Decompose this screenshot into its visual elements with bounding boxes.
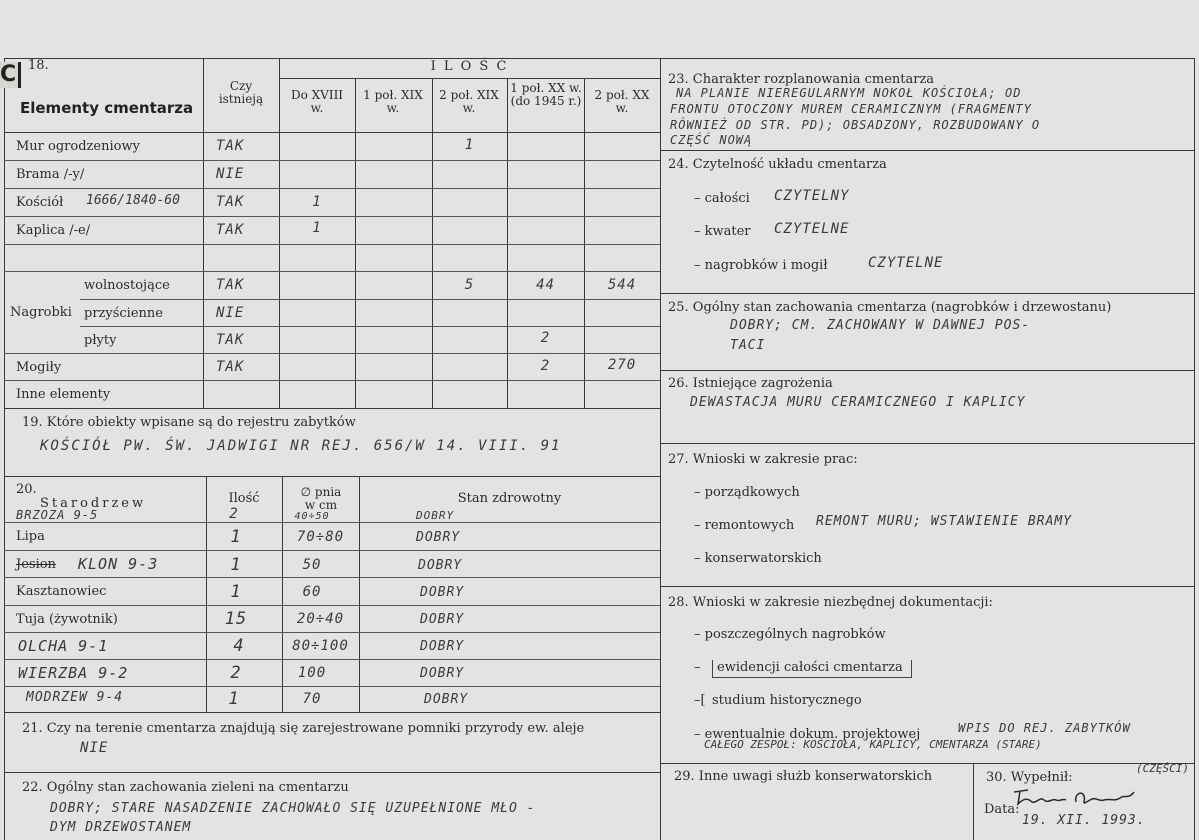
doc-dash-2: – [694, 660, 701, 675]
section-19-value: KOŚCIÓŁ PW. ŚW. JADWIGI NR REJ. 656/W 14. VIII. 91 [40, 438, 562, 454]
section-25-line1: DOBRY; CM. ZACHOWANY W DAWNEJ POS- [730, 318, 1031, 333]
col-ilosc-drzew: Ilość [228, 491, 260, 506]
section-25-line2: TACI [730, 338, 766, 353]
col-do-xviii: Do XVIII w. [290, 88, 344, 115]
section-24-label: 24. Czytelność układu cmentarza [668, 157, 887, 172]
col-1pol-xx: 1 poł. XX w. (do 1945 r.) [510, 81, 582, 108]
doc-item4-value2: CAŁEGO ZESPOŁ: KOŚCIOŁA, KAPLICY, CMENTARZA (STARE) [704, 738, 1042, 751]
section-28-label: 28. Wnioski w zakresie niezbędnej dokumentacji: [668, 595, 993, 610]
section-23-line4: CZĘŚĆ NOWĄ [670, 133, 753, 147]
col-stan-zdrowotny: Stan zdrowotny [457, 491, 562, 506]
row-plyty-label: płyty [84, 333, 117, 348]
tree-name: Lipa [16, 529, 45, 544]
row-brama-label: Brama /-y/ [16, 167, 85, 182]
remontowych-label: – remontowych [694, 518, 795, 533]
tree-stan: DOBRY [416, 509, 455, 522]
tree-ilosc: 1 [230, 527, 242, 547]
row-wolnostojace-1pol-xx: 44 [536, 277, 555, 293]
row-przyscienne-label: przyścienne [84, 306, 163, 321]
row-kosciol-note: 1666/1840-60 [86, 193, 180, 208]
col-2pol-xx: 2 poł. XX w. [594, 88, 650, 115]
section-21-value: NIE [80, 740, 109, 756]
section-21-label: 21. Czy na terenie cmentarza znajdują się zarejestrowane pomniki przyrody ew. aleje [22, 721, 585, 736]
doc-item-ewidencji: ewidencji całości cmentarza [712, 660, 912, 678]
tree-name: Kasztanowiec [16, 584, 107, 599]
tree-pien: 80÷100 [292, 638, 349, 654]
section-22-line1: DOBRY; STARE NASADZENIE ZACHOWAŁO SIĘ UZUPEŁNIONE MŁO - [50, 801, 536, 816]
tree-ilosc: 15 [224, 609, 248, 629]
nagrobkow-label: – nagrobków i mogił [694, 258, 828, 273]
doc-dash-3: –[ [694, 693, 706, 708]
tree-stan: DOBRY [420, 585, 465, 600]
tree-ilosc: 1 [228, 689, 240, 709]
section-22-line2: DYM DRZEWOSTANEM [50, 820, 192, 835]
row-plyty-1pol-xx: 2 [540, 330, 551, 346]
tree-name: Tuja (żywotnik) [16, 612, 118, 627]
section-18-number: 18. [28, 58, 49, 73]
tree-stan: DOBRY [420, 639, 465, 654]
doc-item-studium: studium historycznego [712, 693, 862, 708]
row-przyscienne-czy: NIE [216, 305, 245, 321]
section-29-label: 29. Inne uwagi służb konserwatorskich [674, 769, 933, 784]
section-26-label: 26. Istniejące zagrożenia [668, 376, 833, 391]
col-2pol-xix: 2 poł. XIX w. [439, 88, 499, 115]
tree-stan: DOBRY [420, 666, 465, 681]
row-kosciol-xviii: 1 [312, 194, 322, 210]
section-23-line2: FRONTU OTOCZONY MUREM CERAMICZNYM (FRAGMENTY [670, 102, 1032, 116]
tree-pien: 100 [297, 665, 327, 681]
data-label: Data: [984, 802, 1020, 817]
calosci-value: CZYTELNY [774, 188, 850, 204]
tree-ilosc: 2 [230, 663, 242, 683]
tree-name: BRZOZA 9-5 [16, 508, 99, 522]
tree-name: MODRZEW 9-4 [26, 690, 124, 705]
calosci-label: – całości [694, 191, 750, 206]
section-23-line3: RÓWNIEŻ OD STR. PD); OBSADZONY, ROZBUDOWANY O [670, 118, 1041, 132]
section-23-line1: NA PLANIE NIEREGULARNYM NOKOŁ KOŚCIOŁA; OD [676, 86, 1022, 100]
section-23-label: 23. Charakter rozplanowania cmentarza [668, 72, 935, 87]
section-18-title: Elementy cmentarza [20, 99, 194, 117]
kwater-label: – kwater [694, 224, 751, 239]
tree-pien: 40÷50 [294, 511, 330, 522]
row-wolnostojace-czy: TAK [216, 277, 245, 293]
row-kosciol-label: Kościół [16, 195, 64, 210]
section-19-label: 19. Które obiekty wpisane są do rejestru zabytków [22, 415, 356, 430]
row-wolnostojace-2pol-xx: 544 [607, 277, 637, 293]
konserwatorskich-label: – konserwatorskich [694, 551, 822, 566]
kwater-value: CZYTELNE [774, 221, 850, 237]
section-27-label: 27. Wnioski w zakresie prac: [668, 452, 858, 467]
row-mogily-2pol-xx: 270 [607, 357, 637, 373]
tree-pien: 20÷40 [296, 611, 345, 627]
row-kaplica-label: Kaplica /-e/ [16, 223, 91, 238]
tree-pien: 70 [302, 691, 322, 707]
tree-name: OLCHA 9-1 [18, 637, 109, 655]
date-value: 19. XII. 1993. [1022, 813, 1146, 828]
porzadkowych-label: – porządkowych [694, 485, 800, 500]
section-25-label: 25. Ogólny stan zachowania cmentarza (nagrobków i drzewostanu) [668, 300, 1112, 315]
signature [1010, 784, 1140, 812]
tree-stan: DOBRY [418, 558, 463, 573]
tree-pien: 60 [302, 584, 322, 600]
row-brama-czy: NIE [216, 166, 245, 182]
doc-item-projektowej: – ewentualnie dokum. projektowej [694, 727, 921, 742]
tree-name: WIERZBA 9-2 [18, 664, 129, 682]
doc-item4-value3: (CZĘŚCI) [1136, 762, 1189, 775]
tree-stan: DOBRY [420, 612, 465, 627]
corner-letter: C [0, 62, 21, 88]
tree-ilosc: 1 [230, 582, 242, 602]
col-ilosc: I L O Ś Ć [430, 59, 509, 74]
tree-pien: 70÷80 [296, 529, 345, 545]
row-mogily-1pol-xx: 2 [540, 358, 551, 374]
nagrobki-label: Nagrobki [10, 305, 72, 320]
tree-ilosc: 1 [230, 555, 242, 575]
col-czy-istnieja: Czy istnieją [218, 79, 264, 106]
col-starodrzew: Starodrzew [40, 496, 147, 511]
doc-item-nagrobkow: – poszczególnych nagrobków [694, 627, 886, 642]
row-inne-label: Inne elementy [16, 387, 111, 402]
row-wolnostojace-label: wolnostojące [84, 278, 170, 293]
row-mogily-czy: TAK [216, 359, 245, 375]
doc-item4-value1: WPIS DO REJ. ZABYTKÓW [958, 721, 1131, 735]
row-mur-czy: TAK [216, 138, 245, 154]
tree-ilosc: 2 [229, 506, 239, 522]
col-1pol-xix: 1 poł. XIX w. [363, 88, 423, 115]
row-plyty-czy: TAK [216, 332, 245, 348]
section-20-number: 20. [16, 482, 37, 497]
row-kaplica-czy: TAK [216, 222, 245, 238]
tree-stan: DOBRY [416, 530, 461, 545]
remontowych-value: REMONT MURU; WSTAWIENIE BRAMY [816, 514, 1072, 529]
nagrobkow-value: CZYTELNE [868, 255, 944, 271]
tree-pien: 50 [302, 557, 322, 573]
tree-ilosc: 4 [233, 636, 245, 656]
section-30-label: 30. Wypełnił: [986, 770, 1073, 785]
row-mur-2pol-xix: 1 [464, 137, 475, 153]
row-kaplica-xviii: 1 [312, 220, 322, 236]
section-22-label: 22. Ogólny stan zachowania zieleni na cmentarzu [22, 780, 349, 795]
row-mogily-label: Mogiły [16, 360, 62, 375]
tree-stan: DOBRY [424, 692, 469, 707]
row-mur-label: Mur ogrodzeniowy [16, 139, 140, 154]
tree-name-added: KLON 9-3 [78, 555, 159, 573]
section-26-value: DEWASTACJA MURU CERAMICZNEGO I KAPLICY [690, 395, 1026, 410]
row-kosciol-czy: TAK [216, 194, 245, 210]
col-pnia: ∅ pnia w cm [300, 485, 342, 512]
row-wolnostojace-2pol-xix: 5 [464, 277, 475, 293]
tree-name-struck: Jesion [16, 557, 56, 572]
